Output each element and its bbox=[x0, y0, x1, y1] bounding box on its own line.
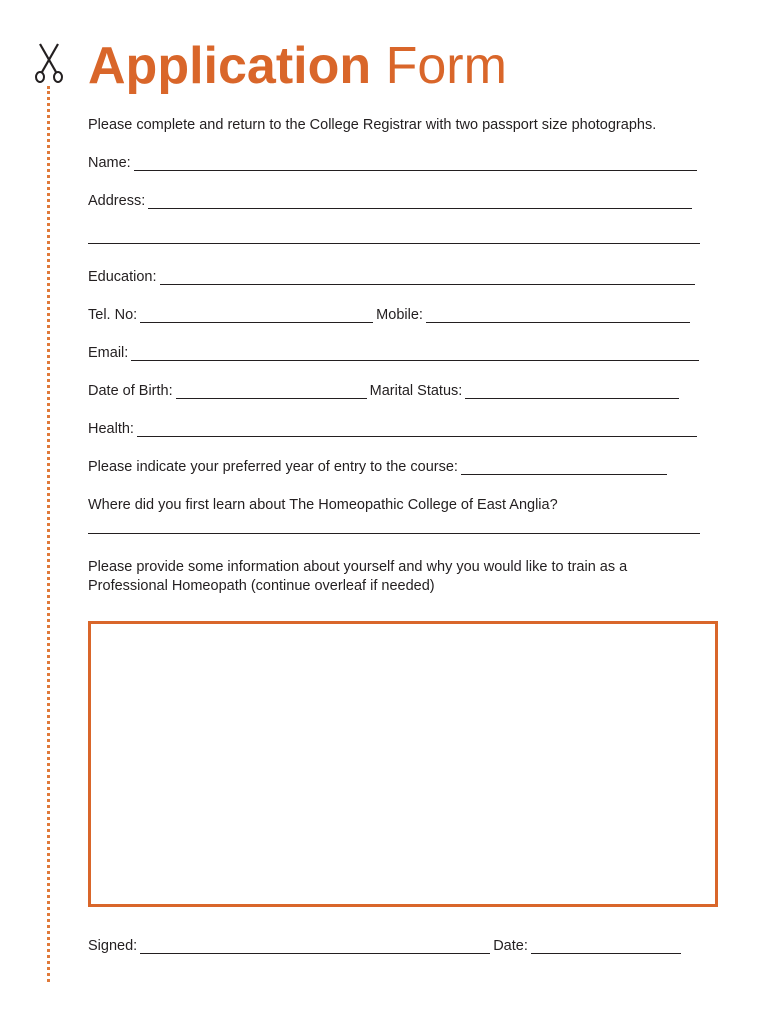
education-label: Education: bbox=[88, 269, 157, 285]
name-label: Name: bbox=[88, 155, 131, 171]
title-light: Form bbox=[385, 37, 507, 95]
scissors-icon bbox=[34, 42, 64, 84]
about-prompt-line-2: Professional Homeopath (continue overleaf if needed) bbox=[88, 578, 435, 594]
email-row bbox=[88, 344, 702, 362]
tel-field[interactable] bbox=[140, 309, 373, 323]
health-row bbox=[88, 420, 700, 438]
health-label: Health: bbox=[88, 421, 134, 437]
about-answer-box[interactable] bbox=[88, 621, 718, 907]
dob-label: Date of Birth: bbox=[88, 383, 173, 399]
dob-field[interactable] bbox=[176, 385, 367, 399]
dob-row bbox=[88, 382, 682, 400]
source-question: Where did you first learn about The Homeopathic College of East Anglia? bbox=[88, 497, 558, 513]
mobile-field[interactable] bbox=[426, 309, 690, 323]
phone-row bbox=[88, 306, 693, 324]
source-row bbox=[88, 520, 703, 535]
signed-label: Signed: bbox=[88, 938, 138, 954]
mobile-label: Mobile: bbox=[376, 307, 423, 323]
instructions: Please complete and return to the College Registrar with two passport size photographs. bbox=[88, 117, 657, 133]
dotted-cut-line bbox=[47, 86, 50, 982]
about-prompt bbox=[88, 558, 627, 596]
address-label: Address: bbox=[88, 193, 146, 209]
signed-field[interactable] bbox=[140, 940, 490, 954]
address-row bbox=[88, 192, 695, 210]
year-of-entry-field[interactable] bbox=[461, 461, 667, 475]
marital-field[interactable] bbox=[465, 385, 679, 399]
name-row bbox=[88, 154, 700, 172]
date-label: Date: bbox=[493, 938, 528, 954]
year-of-entry-label: Please indicate your preferred year of entry to the course: bbox=[88, 459, 458, 475]
tel-label: Tel. No: bbox=[88, 307, 138, 323]
marital-label: Marital Status: bbox=[369, 383, 463, 399]
address-row-2 bbox=[88, 230, 703, 245]
education-field[interactable] bbox=[160, 271, 695, 285]
health-field[interactable] bbox=[137, 423, 697, 437]
email-label: Email: bbox=[88, 345, 129, 361]
address-field-2[interactable] bbox=[88, 230, 700, 244]
page-title bbox=[88, 34, 507, 98]
title-bold: Application bbox=[88, 37, 372, 95]
date-field[interactable] bbox=[531, 940, 681, 954]
about-prompt-line-1: Please provide some information about yourself and why you would like to train as a bbox=[88, 559, 628, 575]
source-field[interactable] bbox=[88, 520, 700, 534]
address-field[interactable] bbox=[148, 195, 692, 209]
year-of-entry-row bbox=[88, 458, 670, 476]
email-field[interactable] bbox=[131, 347, 699, 361]
signature-row bbox=[88, 937, 684, 955]
name-field[interactable] bbox=[134, 157, 697, 171]
education-row bbox=[88, 268, 698, 286]
